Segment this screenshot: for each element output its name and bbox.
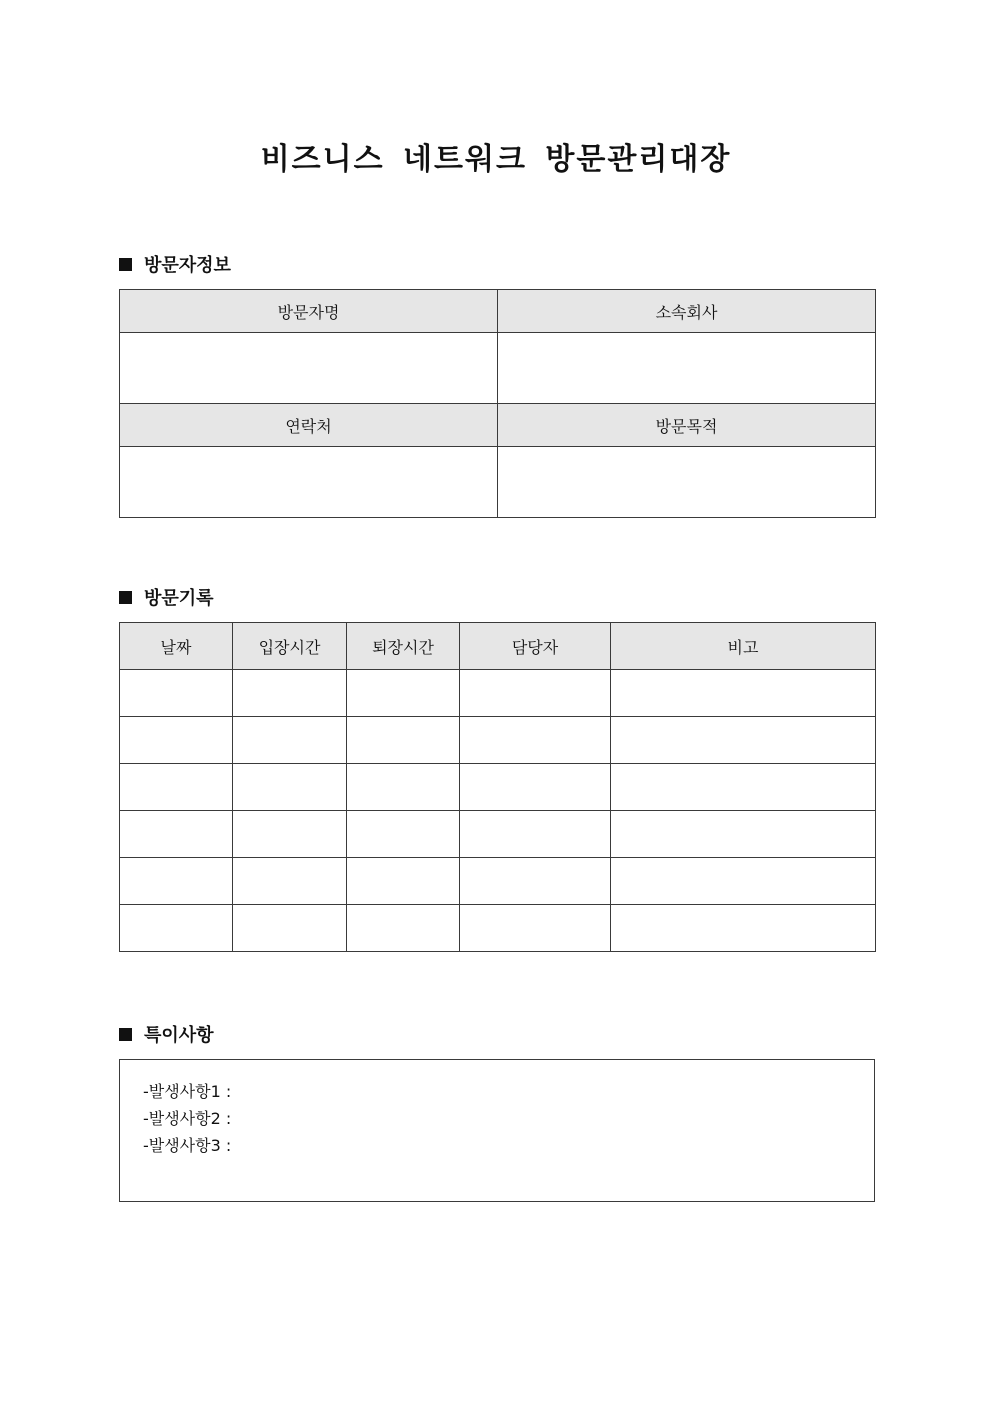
note-line: -발생사항3 : <box>143 1136 232 1155</box>
label-visit-purpose: 방문목적 <box>498 404 876 447</box>
visit-purpose-field[interactable] <box>498 447 876 518</box>
table-cell[interactable] <box>611 717 876 764</box>
table-cell[interactable] <box>460 717 611 764</box>
section-heading-visitor-info <box>119 252 231 276</box>
table-row <box>120 858 876 905</box>
table-cell[interactable] <box>611 905 876 952</box>
column-header-entry-time: 입장시간 <box>233 623 347 670</box>
table-cell[interactable] <box>233 858 347 905</box>
visit-record-table <box>119 622 876 952</box>
square-bullet-icon <box>119 591 132 604</box>
table-cell[interactable] <box>233 670 347 717</box>
visitor-info-table <box>119 289 876 518</box>
table-row <box>120 670 876 717</box>
table-cell[interactable] <box>460 858 611 905</box>
section-heading-label: 방문기록 <box>144 588 214 609</box>
table-cell[interactable] <box>611 764 876 811</box>
table-cell[interactable] <box>460 905 611 952</box>
table-cell[interactable] <box>460 670 611 717</box>
table-cell[interactable] <box>347 858 460 905</box>
note-line: -발생사항2 : <box>143 1109 232 1128</box>
table-cell[interactable] <box>460 764 611 811</box>
column-header-date: 날짜 <box>120 623 233 670</box>
section-heading-label: 방문자정보 <box>144 255 231 276</box>
label-contact: 연락처 <box>120 404 498 447</box>
table-cell[interactable] <box>347 811 460 858</box>
table-cell[interactable] <box>120 764 233 811</box>
section-heading-notes <box>119 1022 214 1046</box>
table-cell[interactable] <box>611 858 876 905</box>
table-cell[interactable] <box>120 905 233 952</box>
table-cell[interactable] <box>347 717 460 764</box>
page-title: 비즈니스 네트워크 방문관리대장 <box>260 142 732 177</box>
column-header-exit-time: 퇴장시간 <box>347 623 460 670</box>
table-row <box>120 717 876 764</box>
table-cell[interactable] <box>233 905 347 952</box>
table-cell[interactable] <box>120 858 233 905</box>
section-heading-visit-record <box>119 585 214 609</box>
table-cell[interactable] <box>233 811 347 858</box>
table-cell[interactable] <box>347 905 460 952</box>
square-bullet-icon <box>119 1028 132 1041</box>
table-row <box>120 811 876 858</box>
label-company: 소속회사 <box>498 290 876 333</box>
section-heading-label: 특이사항 <box>144 1025 214 1046</box>
contact-field[interactable] <box>120 447 498 518</box>
table-cell[interactable] <box>347 670 460 717</box>
table-cell[interactable] <box>611 811 876 858</box>
table-cell[interactable] <box>233 717 347 764</box>
table-cell[interactable] <box>120 717 233 764</box>
table-row <box>120 905 876 952</box>
table-cell[interactable] <box>347 764 460 811</box>
table-cell[interactable] <box>611 670 876 717</box>
table-row <box>120 764 876 811</box>
column-header-person-in-charge: 담당자 <box>460 623 611 670</box>
table-cell[interactable] <box>460 811 611 858</box>
table-cell[interactable] <box>120 811 233 858</box>
label-visitor-name: 방문자명 <box>120 290 498 333</box>
table-cell[interactable] <box>120 670 233 717</box>
table-cell[interactable] <box>233 764 347 811</box>
company-field[interactable] <box>498 333 876 404</box>
visitor-name-field[interactable] <box>120 333 498 404</box>
note-line: -발생사항1 : <box>143 1082 232 1101</box>
notes-box[interactable] <box>119 1059 875 1202</box>
column-header-remarks: 비고 <box>611 623 876 670</box>
square-bullet-icon <box>119 258 132 271</box>
